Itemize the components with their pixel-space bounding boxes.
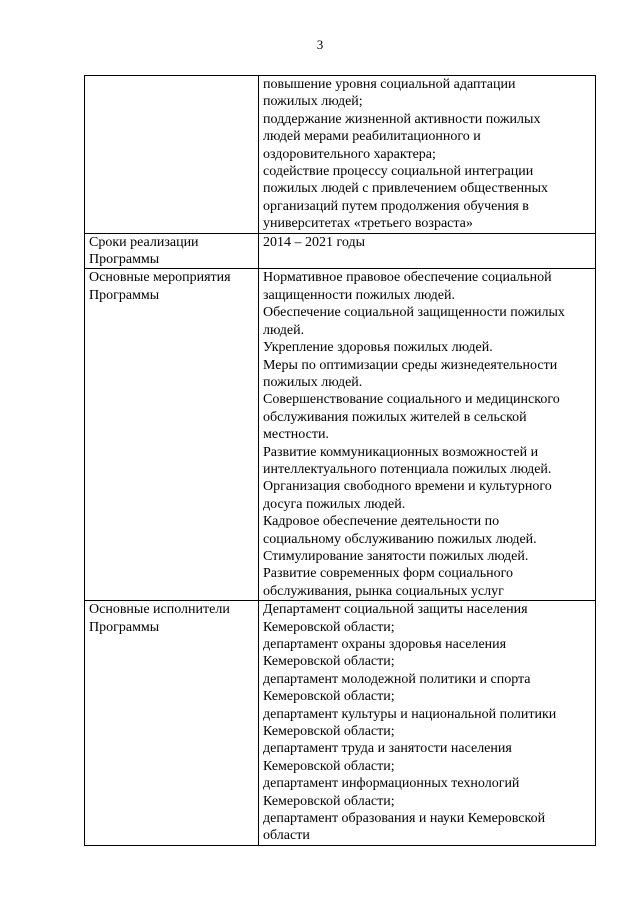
row-content-cell bbox=[259, 76, 596, 234]
text-line: Укрепление здоровья пожилых людей. bbox=[263, 340, 493, 356]
text-line: повышение уровня социальной адаптации bbox=[263, 77, 516, 92]
text-line: людей. bbox=[263, 322, 305, 338]
text-line: Развитие современных форм социального bbox=[263, 566, 513, 582]
row-label-cell bbox=[85, 76, 259, 234]
table-row-activities bbox=[85, 269, 596, 601]
text-line: организаций путем продолжения обучения в bbox=[263, 198, 529, 214]
text-line: оздоровительного характера; bbox=[263, 146, 436, 162]
label-line: Основные исполнители bbox=[89, 602, 230, 618]
label-line: Программы bbox=[89, 287, 160, 303]
text-line: Развитие коммуникационных возможностей и bbox=[263, 444, 539, 460]
label-line: Программы bbox=[89, 252, 160, 268]
text-line: департамент труда и занятости населения bbox=[263, 741, 512, 757]
text-line: пожилых людей; bbox=[263, 94, 363, 110]
label-line: Сроки реализации bbox=[89, 234, 199, 250]
row-label-cell bbox=[85, 233, 259, 269]
label-line: Основные мероприятия bbox=[89, 270, 231, 286]
table-row-executors bbox=[85, 601, 596, 846]
text-line: социальному обслуживанию пожилых людей. bbox=[263, 531, 537, 547]
text-line: Кемеровской области; bbox=[263, 619, 395, 635]
table-row-timeline bbox=[85, 233, 596, 269]
page-number: 3 bbox=[316, 37, 324, 52]
text-line: досуга пожилых людей. bbox=[263, 496, 406, 512]
row-content-cell bbox=[259, 601, 596, 846]
text-line: пожилых людей. bbox=[263, 374, 363, 390]
text-line: университетах «третьего возраста» bbox=[263, 216, 473, 232]
text-line: людей мерами реабилитационного и bbox=[263, 129, 481, 145]
label-line: Программы bbox=[89, 619, 160, 635]
text-line: Нормативное правовое обеспечение социальной bbox=[263, 270, 552, 286]
text-line: департамент информационных технологий bbox=[263, 776, 520, 792]
text-line: местности. bbox=[263, 427, 329, 443]
text-line: Кадровое обеспечение деятельности по bbox=[263, 514, 500, 530]
text-line: департамент молодежной политики и спорта bbox=[263, 671, 531, 687]
text-line: Обеспечение социальной защищенности пожилых bbox=[263, 305, 565, 321]
text-line: Кемеровской области; bbox=[263, 654, 395, 670]
row-label-cell bbox=[85, 601, 259, 846]
text-line: департамент охраны здоровья населения bbox=[263, 637, 507, 652]
row-content-cell bbox=[259, 269, 596, 601]
text-line: 2014 – 2021 годы bbox=[263, 234, 366, 250]
text-line: департамент образования и науки Кемеровской bbox=[263, 811, 546, 827]
text-line: департамент культуры и национальной политики bbox=[263, 706, 557, 722]
text-line: области bbox=[263, 828, 310, 844]
text-line: Меры по оптимизации среды жизнедеятельности bbox=[263, 357, 558, 373]
text-line: защищенности пожилых людей. bbox=[263, 287, 455, 303]
text-line: пожилых людей с привлечением общественных bbox=[263, 181, 548, 197]
text-line: Кемеровской области; bbox=[263, 758, 395, 774]
text-line: Кемеровской области; bbox=[263, 793, 395, 809]
row-content-cell bbox=[259, 233, 596, 269]
table-body bbox=[85, 76, 596, 846]
text-line: Совершенствование социального и медицинского bbox=[263, 392, 560, 408]
text-line: Кемеровской области; bbox=[263, 724, 395, 740]
row-label-cell bbox=[85, 269, 259, 601]
text-line: Стимулирование занятости пожилых людей. bbox=[263, 548, 529, 564]
text-line: интеллектуального потенциала пожилых людей. bbox=[263, 461, 552, 477]
text-line: обслуживания, рынка социальных услуг bbox=[263, 583, 504, 599]
text-line: содействие процессу социальной интеграции bbox=[263, 164, 534, 180]
program-passport-table bbox=[84, 75, 596, 846]
text-line: Организация свободного времени и культурного bbox=[263, 479, 552, 495]
text-line: поддержание жизненной активности пожилых bbox=[263, 111, 541, 127]
text-line: обслуживания пожилых жителей в сельской bbox=[263, 409, 527, 425]
text-line: Кемеровской области; bbox=[263, 689, 395, 705]
text-line: Департамент социальной защиты населения bbox=[263, 602, 528, 618]
table-row-goals bbox=[85, 76, 596, 234]
